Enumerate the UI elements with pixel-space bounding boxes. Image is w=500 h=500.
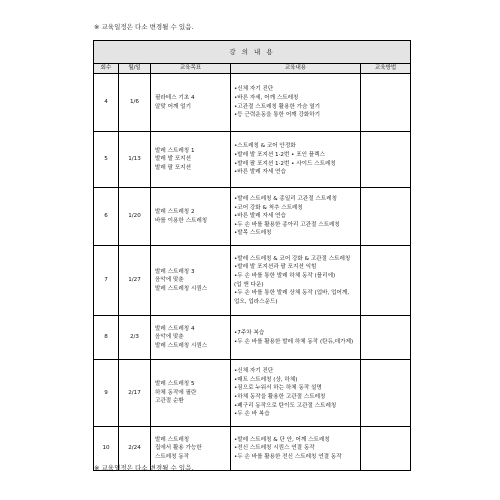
content-line: •매트 스트레칭 (상, 하체) [234,376,298,383]
goal-line: 고관절 순환 [155,398,184,405]
cell-content [231,360,361,427]
cell-content [231,74,361,132]
table-body [94,74,411,471]
content-line: •7주차 복습 [234,329,265,336]
goal-line: 발레 팔 포지션 [155,164,191,171]
content-line: 업오, 업라스운드) [234,298,278,305]
content-line: •폐구리 동작으로 탄이도 고관절 스트레칭 [234,402,337,409]
cell-content [231,188,361,246]
cell-week: 8 [94,316,119,360]
content-line: •발레 스트레칭 & 단 안, 어깨 스트레칭 [234,436,330,443]
content-line: •스트레칭 & 코어 안정화 [234,143,296,150]
content-line: •바른 발레 자세 연습 [234,169,286,176]
content-line: •두 손 바를 활용한 발레 하체 동작 (탄듀,데가제) [234,338,354,345]
goal-line: 하체 동작에 필란 [155,389,197,396]
cell-date: 2/3 [119,316,151,360]
cell-week: 5 [94,132,119,188]
header-date: 월/일 [119,64,151,74]
goal-line: 발레 발 포지션 [155,156,191,163]
cell-goal [151,132,231,188]
cell-week: 10 [94,427,119,471]
content-line: •등 근력운동을 통한 어깨 강화하기 [234,112,321,119]
content-line: •두 손 바를 통한 발레 하체 동작 (플리에) [234,272,336,279]
goal-line: 알맞 어깨 얼기 [155,103,191,110]
content-line: •발레 발 포지션과 팔 포지션 익힘 [234,264,317,271]
goal-line: 발레 스트레칭 5 [155,381,195,388]
cell-date: 1/13 [119,132,151,188]
content-line: •바른 발레 자세 연습 [234,213,286,220]
content-line: •전신 스트레칭 시퀀스 연결 동작 [234,445,315,452]
cell-week: 7 [94,246,119,316]
cell-date: 1/27 [119,246,151,316]
table-row [94,360,411,427]
goal-line: 발레 스트레칭 4 [155,325,195,332]
table-title: 강 의 내 용 [94,41,411,64]
cell-goal [151,188,231,246]
goal-line: 음악에 맞춘 [155,277,184,284]
cell-date: 1/6 [119,74,151,132]
content-line: •발레 발 포지션 1·2번 • 포인 플렉스 [234,151,326,158]
cell-content [231,246,361,316]
goal-line: 발레 스트레칭 1 [155,147,195,154]
goal-line: 집에서 활용 가능한 [155,445,202,452]
table-row [94,132,411,188]
content-line: •두 손 바 복습 [234,411,270,418]
goal-line: 필라테스 기초 4 [155,94,195,101]
cell-date: 2/24 [119,427,151,471]
content-line: •발레 스트레칭 & 코어 강화 & 고관절 스트레칭 [234,255,351,262]
content-line: (업 앤 다운) [234,281,264,288]
goal-line: 발레 스트레칭 [155,436,190,443]
content-line: •고관절 스트레칭 활용한 가슴 열기 [234,103,321,110]
cell-week: 4 [94,74,119,132]
cell-date: 1/20 [119,188,151,246]
cell-goal [151,316,231,360]
cell-goal [151,74,231,132]
content-line: •발목 스트레칭 [234,230,272,237]
schedule-note-bottom: ※ 교육일정은 다소 변경될 수 있음. [94,464,194,472]
content-line: •두 손 바를 활용한 종아리 고관절 스트레칭 [234,221,340,228]
table-row [94,246,411,316]
header-goal: 교육목표 [151,64,231,74]
cell-method [361,246,411,316]
cell-content [231,427,361,471]
goal-line: 음악에 맞춘 [155,334,184,341]
content-line: •신체 자기 진단 [234,368,274,375]
content-line: •바른 자세, 어깨 스트레칭 [234,94,299,101]
goal-line: 스트레칭 동작 [155,453,190,460]
cell-method [361,427,411,471]
table-row [94,188,411,246]
content-line: •코어 강화 & 척추 스트레칭 [234,204,303,211]
cell-method [361,316,411,360]
header-week: 회수 [94,64,119,74]
goal-line: 발레 스트레칭 시퀀스 [155,342,208,349]
content-line: •신체 자기 진단 [234,86,274,93]
cell-content [231,316,361,360]
goal-line: 발레 스트레칭 3 [155,268,195,275]
content-line: •발레 스트레칭 & 종일리 고관절 스트레칭 [234,196,338,203]
goal-line: 발레 스트레칭 2 [155,208,195,215]
cell-week: 9 [94,360,119,427]
cell-week: 6 [94,188,119,246]
cell-method [361,188,411,246]
cell-content [231,132,361,188]
content-line: •두 손 바를 활용한 전신 스트레칭 연결 동작 [234,453,342,460]
schedule-note-top: ※ 교육일정은 다소 변경될 수 있음. [94,23,194,31]
cell-method [361,132,411,188]
content-line: •두 손 바를 통한 발레 상체 동작 (업바, 업어깨, [234,290,350,297]
cell-method [361,360,411,427]
cell-goal [151,360,231,427]
content-line: •발레 팔 포지션 1·2번 • 사이드 스트레칭 [234,160,336,167]
table-row [94,316,411,360]
lecture-content-table [93,40,411,471]
cell-date: 2/17 [119,360,151,427]
cell-method [361,74,411,132]
goal-line: 발레 스트레칭 시퀀스 [155,285,208,292]
cell-goal [151,246,231,316]
content-line: •짐으로 누워서 하는 하체 동작 설명 [234,385,322,392]
content-line: •하체 동작을 활용한 고관절 스트레칭 [234,394,326,400]
goal-line: 바를 이용한 스트레칭 [155,217,208,224]
header-content: 교육내용 [231,64,361,74]
header-method: 교육방법 [361,64,411,74]
table-row [94,74,411,132]
